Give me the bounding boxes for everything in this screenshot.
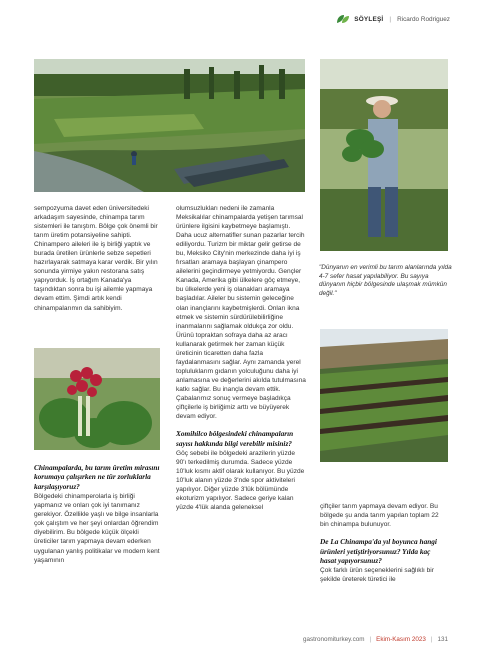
issue-date: Ekim-Kasım 2023 bbox=[376, 636, 426, 643]
body-paragraph: Çok farklı ürün seçeneklerini sağlıklı bir şekilde üreterek türetici ile bbox=[320, 567, 434, 584]
interview-question: Chinampalarda, bu tarım üretim mirasını korumaya çalışırken ne tür zorluklarla karşılaşıyoruz? bbox=[34, 463, 160, 491]
article-column-3 bbox=[320, 502, 448, 584]
body-paragraph: Bölgedeki chinamperolarla iş birliği yapmanız ve onları çok iyi tanımanız gerekiyor. Özellikle yaşlı ve bilge insanlarla çok çalıştım ve her şeyi onlardan öğrendim diyebilirim. Bu bölgede küçük ölçekli üreticiler tarım yapmaya devam ederken uygulanan yanlış politikalar ve modern kent yaşamının bbox=[34, 493, 160, 564]
footer-separator: | bbox=[430, 636, 433, 643]
seedling-nursery-photo bbox=[320, 329, 448, 462]
article-column-2 bbox=[176, 204, 306, 512]
leaf-logo-icon bbox=[336, 14, 350, 24]
header-separator: | bbox=[389, 15, 392, 23]
pull-quote: "Dünyanın en verimli bu tarım alanlarında yılda 4-7 sefer hasat yapılabiliyor. Bu sayıya dünyanın hiçbir bölgesinde ulaşmak mümkün değil." bbox=[319, 264, 452, 298]
author-name: Ricardo Rodriguez bbox=[397, 15, 450, 23]
body-paragraph: sempozyuma davet eden üniversitedeki arkadaşım sayesinde, chinampa tarım sistemleri ile tanıştım. Bölge çok önemli bir tarım üretim potansiyeline sahipti. Chinampero aileleri ile iş birliği yaptık ve burada üretilen ürünlerle sebze sepetleri hazırlayarak satmaya karar verdik. Bir yılın sonunda yirmiye yakın restorana satış yapıyorduk. İş ortağım Kanada'ya taşındıktan sonra bu işi ailemle yapmaya devam ettim. Şimdi artık kendi chinampalarımın da sahibiyim. bbox=[34, 205, 158, 312]
canal-chinampa-photo bbox=[34, 59, 305, 192]
footer-separator: | bbox=[369, 636, 372, 643]
body-paragraph: olumsuzlukları nedeni ile zamanla Meksikalılar chinampalarda yetişen tarımsal ürünlere ilgisini kaybetmeye başlamıştı. Daha ucuz alternatifler sunan pazarlar tercih ediliyordu. Turizm bir miktar gelir getirse de bu, Meksiko City'nin merkezinde daha iyi iş fırsatları aramaya başlayan çinampero ailelerini geçindirmeye yetmiyordu. Gençler Kanada, Amerika gibi ülkelere göç etmeye, bu ülkelerde yeni iş olanakları aramaya başladılar. Aileler bu sistemin geleceğine olan inançlarını kaybetmişlerdi. Onları ikna etmek ve sistemin sürdürülebilirliğine inanmalarını sağlamak oldukça zor oldu. Ürünü topraktan sofraya daha az aracı kullanarak getirmek her zaman küçük üreticinin ticaretten daha fazla faydalanmasını sağlar. Aynı zamanda yerel topluluklarım gıdanın yolculuğunu daha iyi anlamasına ve değerlerini akılda tutulmasına katkı sağlar. Bu inançla devam ettik. Çabalarımız sonuç vermeye başladıkça çiftçilerle iş birliğimiz arttı ve büyüyerek devam ediyor. bbox=[176, 205, 306, 421]
farmer-harvest-photo bbox=[320, 59, 448, 251]
interview-question: De La Chinampa'da yıl boyunca hangi ürünleri yetiştiriyorsunuz? Yılda kaç hasat yapıyorsunuz? bbox=[320, 537, 437, 565]
site-url[interactable]: gastronomiturkey.com bbox=[303, 636, 365, 643]
interview-question: Xomihilco bölgesindeki chinampaların sayısı hakkında bilgi verebilir misiniz? bbox=[176, 429, 294, 448]
page-footer bbox=[303, 636, 448, 643]
body-paragraph: çiftçiler tarım yapmaya devam ediyor. Bu bölgede şu anda tarım yapılan toplam 22 bin chinampa bulunuyor. bbox=[320, 503, 439, 529]
page-number: 131 bbox=[437, 636, 448, 643]
page-header bbox=[336, 14, 450, 24]
section-label: SÖYLEŞİ bbox=[354, 15, 384, 23]
radish-bunch-photo bbox=[34, 348, 160, 450]
article-column-1-top bbox=[34, 204, 160, 313]
body-paragraph: Göç sebebi ile bölgedeki arazilerin yüzde 90'ı terkedilmiş durumda. Sadece yüzde 10'luk kısmı aktif olarak kullanıyor. Bu yüzde 10'luk alanın yüzde 3'nde spor aktiviteleri yapılıyor. Diğer yüzde 3'lük bölümünde ekoturizm yapılıyor. Sadece geriye kalan yüzde 4'lük alanda geleneksel bbox=[176, 449, 305, 512]
article-column-1-bottom bbox=[34, 463, 162, 565]
